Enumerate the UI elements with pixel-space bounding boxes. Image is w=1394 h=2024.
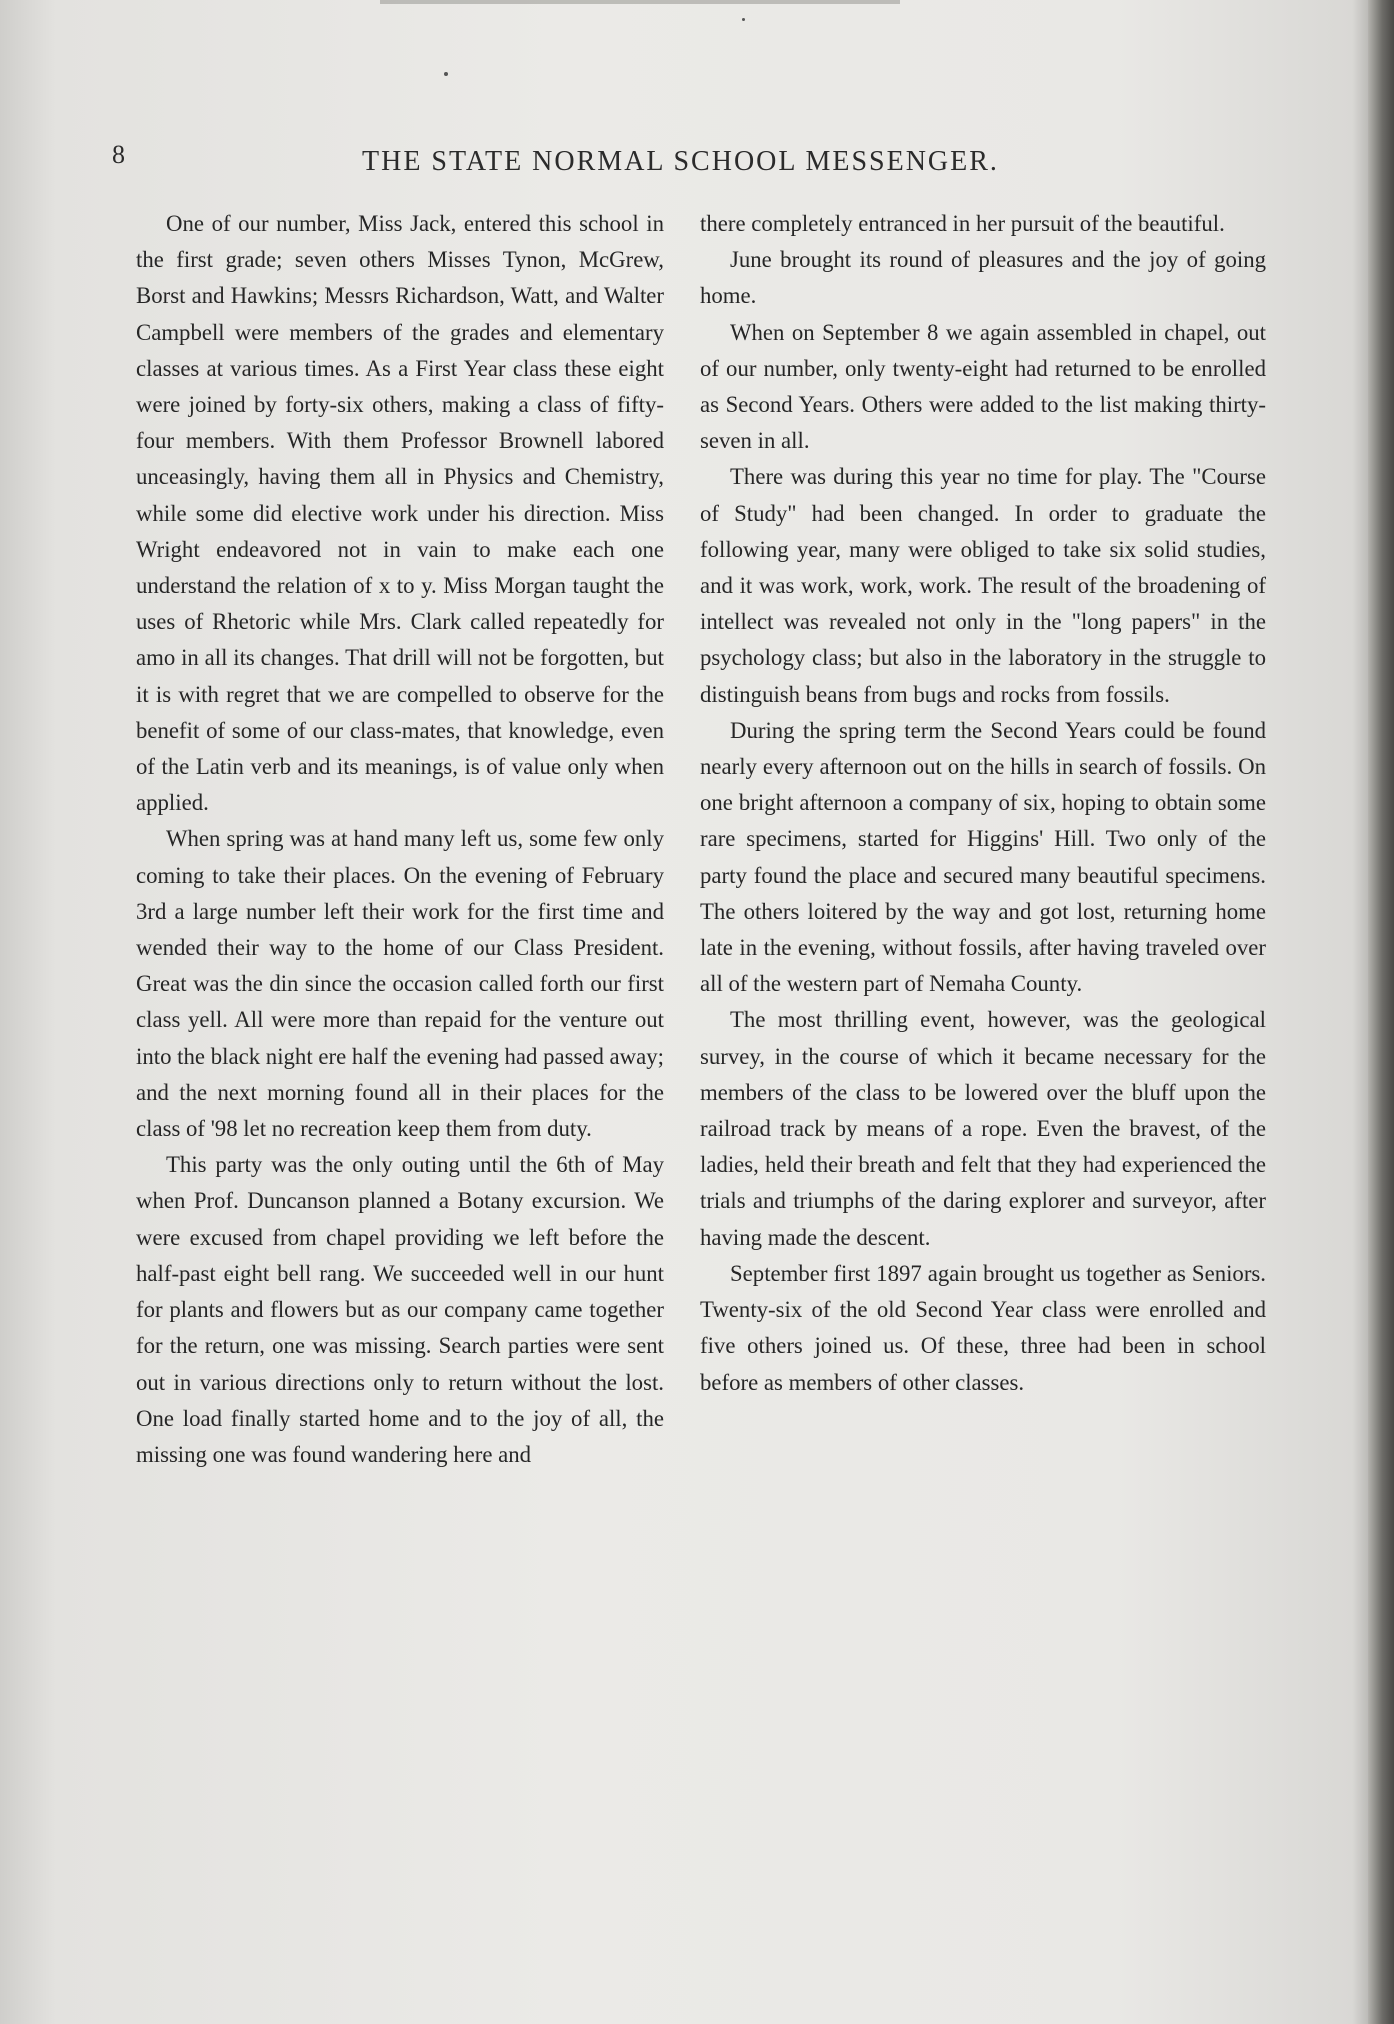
paragraph: This party was the only outing until the 6th of May when Prof. Duncanson planned a Botany excursion. We were excused from chapel providing we left before the half-past eight bell rang. We succeeded well in our hunt for plants and flowers but as our company came together for the return, one was missing. Search parties were sent out in various directions only to return without the lost. One load finally started home and to the joy of all, the missing one was found wandering here and bbox=[136, 1152, 664, 1467]
left-column bbox=[136, 206, 664, 1473]
paragraph: There was during this year no time for play. The "Course of Study" had been changed. In order to graduate the following year, many were obliged to take six solid studies, and it was work, work, work. The result of the broadening of intellect was revealed not only in the "long papers" in the psychology class; but also in the laboratory in the struggle to distinguish beans from bugs and rocks from fossils. bbox=[700, 464, 1266, 707]
paragraph-continuation: there completely entranced in her pursuit of the beautiful. bbox=[700, 211, 1225, 236]
paragraph: The most thrilling event, however, was the geological survey, in the course of which it became necessary for the members of the class to be lowered over the bluff upon the railroad track by means of a rope. Even the bravest, of the ladies, held their breath and felt that they had experienced the trials and triumphs of the daring explorer and surveyor, after having made the descent. bbox=[700, 1007, 1266, 1250]
page-header bbox=[112, 140, 1282, 180]
book-spine-shadow bbox=[1368, 0, 1394, 2024]
ink-speck bbox=[444, 72, 448, 76]
right-column bbox=[700, 206, 1266, 1401]
paragraph: When on September 8 we again assembled in chapel, out of our number, only twenty-eight had returned to be enrolled as Second Years. Others were added to the list making thirty-seven in all. bbox=[700, 319, 1266, 454]
ink-speck bbox=[742, 18, 745, 21]
running-title: THE STATE NORMAL SCHOOL MESSENGER. bbox=[362, 146, 999, 177]
paragraph: June brought its round of pleasures and the joy of going home. bbox=[700, 247, 1266, 309]
paragraph: During the spring term the Second Years could be found nearly every afternoon out on the hills in search of fossils. On one bright afternoon a company of six, hoping to obtain some rare specimens, started for Higgins' Hill. Two only of the party found the place and secured many beautiful specimens. The others loitered by the way and got lost, returning home late in the evening, without fossils, after having traveled over all of the western part of Nemaha County. bbox=[700, 717, 1266, 997]
paragraph: September first 1897 again brought us together as Seniors. Twenty-six of the old Second Year class were enrolled and five others joined us. Of these, three had been in school before as members of other classes. bbox=[700, 1260, 1266, 1395]
top-edge-strip bbox=[380, 0, 900, 4]
page-number: 8 bbox=[112, 140, 125, 169]
paragraph: One of our number, Miss Jack, entered this school in the first grade; seven others Misses Tynon, McGrew, Borst and Hawkins; Messrs Richardson, Watt, and Walter Campbell were members of the grades and elementary classes at various times. As a First Year class these eight were joined by forty-six others, making a class of fifty-four members. With them Professor Brownell labored unceasingly, having them all in Physics and Chemistry, while some did elective work under his direction. Miss Wright endeavored not in vain to make each one understand the relation of x to y. Miss Morgan taught the uses of Rhetoric while Mrs. Clark called repeatedly for amo in all its changes. That drill will not be forgotten, but it is with regret that we are compelled to observe for the benefit of some of our class-mates, that knowledge, even of the Latin verb and its meanings, is of value only when applied. bbox=[136, 211, 664, 816]
paragraph: When spring was at hand many left us, some few only coming to take their places. On the evening of February 3rd a large number left their work for the first time and wended their way to the home of our Class President. Great was the din since the occasion called forth our first class yell. All were more than repaid for the venture out into the black night ere half the evening had passed away; and the next morning found all in their places for the class of '98 let no recreation keep them from duty. bbox=[136, 826, 664, 1142]
